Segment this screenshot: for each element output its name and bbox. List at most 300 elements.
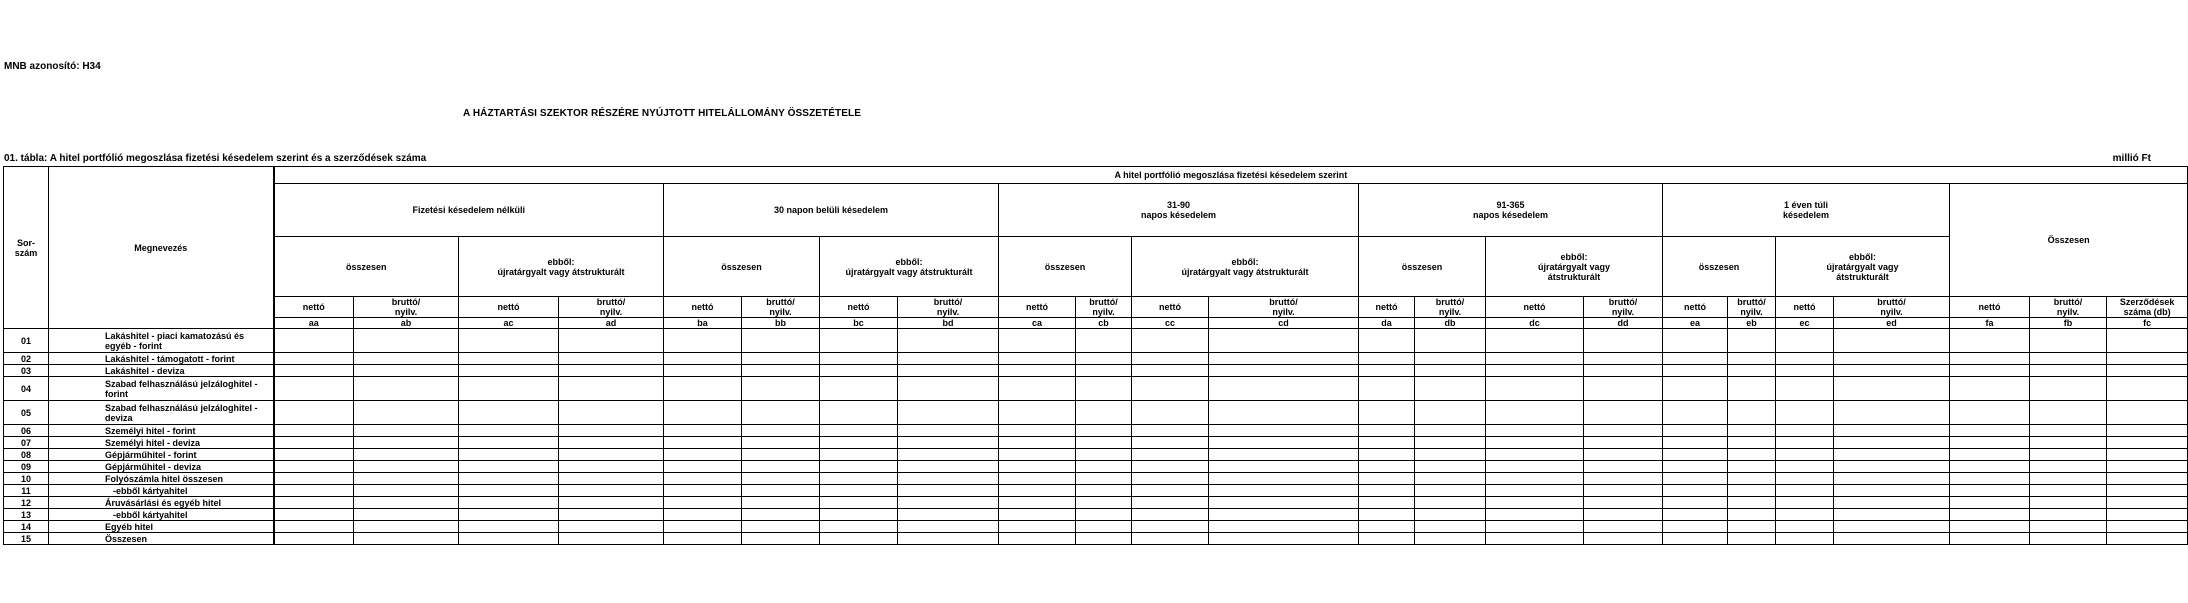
data-cell[interactable] [459, 461, 559, 473]
data-cell[interactable] [664, 485, 742, 497]
data-cell[interactable] [664, 497, 742, 509]
data-cell[interactable] [1132, 533, 1209, 545]
data-cell[interactable] [1076, 473, 1132, 485]
data-cell[interactable] [999, 365, 1076, 377]
data-cell[interactable] [1950, 533, 2030, 545]
data-cell[interactable] [999, 329, 1076, 353]
data-cell[interactable] [2107, 377, 2188, 401]
data-cell[interactable] [1776, 521, 1834, 533]
data-cell[interactable] [1834, 401, 1950, 425]
data-cell[interactable] [1728, 497, 1776, 509]
data-cell[interactable] [742, 401, 820, 425]
data-cell[interactable] [354, 437, 459, 449]
data-cell[interactable] [742, 485, 820, 497]
data-cell[interactable] [354, 329, 459, 353]
data-cell[interactable] [1663, 473, 1728, 485]
data-cell[interactable] [1415, 509, 1486, 521]
data-cell[interactable] [2030, 461, 2107, 473]
data-cell[interactable] [459, 473, 559, 485]
data-cell[interactable] [2107, 521, 2188, 533]
data-cell[interactable] [1728, 377, 1776, 401]
data-cell[interactable] [820, 437, 898, 449]
data-cell[interactable] [1486, 485, 1584, 497]
data-cell[interactable] [1776, 449, 1834, 461]
data-cell[interactable] [820, 497, 898, 509]
data-cell[interactable] [1834, 329, 1950, 353]
data-cell[interactable] [1486, 329, 1584, 353]
data-cell[interactable] [354, 461, 459, 473]
data-cell[interactable] [459, 377, 559, 401]
data-cell[interactable] [1359, 365, 1415, 377]
data-cell[interactable] [2030, 473, 2107, 485]
data-cell[interactable] [898, 497, 999, 509]
data-cell[interactable] [1584, 533, 1663, 545]
data-cell[interactable] [1415, 401, 1486, 425]
data-cell[interactable] [820, 509, 898, 521]
data-cell[interactable] [664, 365, 742, 377]
data-cell[interactable] [742, 497, 820, 509]
data-cell[interactable] [1834, 473, 1950, 485]
data-cell[interactable] [559, 365, 664, 377]
data-cell[interactable] [274, 509, 354, 521]
data-cell[interactable] [1132, 425, 1209, 437]
data-cell[interactable] [459, 533, 559, 545]
data-cell[interactable] [664, 509, 742, 521]
data-cell[interactable] [1415, 485, 1486, 497]
data-cell[interactable] [559, 437, 664, 449]
data-cell[interactable] [274, 521, 354, 533]
data-cell[interactable] [1584, 377, 1663, 401]
data-cell[interactable] [1834, 533, 1950, 545]
data-cell[interactable] [274, 437, 354, 449]
data-cell[interactable] [742, 365, 820, 377]
data-cell[interactable] [2030, 425, 2107, 437]
data-cell[interactable] [1728, 365, 1776, 377]
data-cell[interactable] [1663, 377, 1728, 401]
data-cell[interactable] [1415, 521, 1486, 533]
data-cell[interactable] [559, 449, 664, 461]
data-cell[interactable] [354, 533, 459, 545]
data-cell[interactable] [1359, 521, 1415, 533]
data-cell[interactable] [1950, 521, 2030, 533]
data-cell[interactable] [1663, 437, 1728, 449]
data-cell[interactable] [1950, 437, 2030, 449]
data-cell[interactable] [898, 425, 999, 437]
data-cell[interactable] [1950, 425, 2030, 437]
data-cell[interactable] [1728, 473, 1776, 485]
data-cell[interactable] [820, 377, 898, 401]
data-cell[interactable] [999, 449, 1076, 461]
data-cell[interactable] [459, 437, 559, 449]
data-cell[interactable] [664, 377, 742, 401]
data-cell[interactable] [1132, 461, 1209, 473]
data-cell[interactable] [820, 449, 898, 461]
data-cell[interactable] [1950, 473, 2030, 485]
data-cell[interactable] [1359, 449, 1415, 461]
data-cell[interactable] [999, 497, 1076, 509]
data-cell[interactable] [1132, 473, 1209, 485]
data-cell[interactable] [742, 425, 820, 437]
data-cell[interactable] [1359, 353, 1415, 365]
data-cell[interactable] [1415, 329, 1486, 353]
data-cell[interactable] [1834, 449, 1950, 461]
data-cell[interactable] [1728, 329, 1776, 353]
data-cell[interactable] [820, 329, 898, 353]
data-cell[interactable] [1728, 509, 1776, 521]
data-cell[interactable] [999, 509, 1076, 521]
data-cell[interactable] [459, 329, 559, 353]
data-cell[interactable] [1486, 533, 1584, 545]
data-cell[interactable] [664, 401, 742, 425]
data-cell[interactable] [459, 365, 559, 377]
data-cell[interactable] [1415, 425, 1486, 437]
data-cell[interactable] [1950, 509, 2030, 521]
data-cell[interactable] [354, 473, 459, 485]
data-cell[interactable] [354, 497, 459, 509]
data-cell[interactable] [999, 533, 1076, 545]
data-cell[interactable] [820, 365, 898, 377]
data-cell[interactable] [1776, 329, 1834, 353]
data-cell[interactable] [1209, 377, 1359, 401]
data-cell[interactable] [1834, 509, 1950, 521]
data-cell[interactable] [559, 485, 664, 497]
data-cell[interactable] [1359, 437, 1415, 449]
data-cell[interactable] [1776, 437, 1834, 449]
data-cell[interactable] [1415, 473, 1486, 485]
data-cell[interactable] [898, 473, 999, 485]
data-cell[interactable] [1209, 521, 1359, 533]
data-cell[interactable] [1209, 437, 1359, 449]
data-cell[interactable] [664, 521, 742, 533]
data-cell[interactable] [1584, 461, 1663, 473]
data-cell[interactable] [898, 401, 999, 425]
data-cell[interactable] [1132, 365, 1209, 377]
data-cell[interactable] [1950, 377, 2030, 401]
data-cell[interactable] [1076, 521, 1132, 533]
data-cell[interactable] [2107, 461, 2188, 473]
data-cell[interactable] [999, 377, 1076, 401]
data-cell[interactable] [1776, 533, 1834, 545]
data-cell[interactable] [1359, 401, 1415, 425]
data-cell[interactable] [999, 425, 1076, 437]
data-cell[interactable] [1728, 521, 1776, 533]
data-cell[interactable] [1663, 365, 1728, 377]
data-cell[interactable] [1415, 437, 1486, 449]
data-cell[interactable] [1132, 521, 1209, 533]
data-cell[interactable] [742, 449, 820, 461]
data-cell[interactable] [999, 437, 1076, 449]
data-cell[interactable] [1076, 497, 1132, 509]
data-cell[interactable] [1584, 473, 1663, 485]
data-cell[interactable] [459, 509, 559, 521]
data-cell[interactable] [664, 473, 742, 485]
data-cell[interactable] [2107, 485, 2188, 497]
data-cell[interactable] [1584, 329, 1663, 353]
data-cell[interactable] [2030, 497, 2107, 509]
data-cell[interactable] [1584, 425, 1663, 437]
data-cell[interactable] [1209, 425, 1359, 437]
data-cell[interactable] [1728, 533, 1776, 545]
data-cell[interactable] [2107, 473, 2188, 485]
data-cell[interactable] [2030, 329, 2107, 353]
data-cell[interactable] [459, 353, 559, 365]
data-cell[interactable] [2030, 485, 2107, 497]
data-cell[interactable] [1415, 353, 1486, 365]
data-cell[interactable] [999, 401, 1076, 425]
data-cell[interactable] [742, 437, 820, 449]
data-cell[interactable] [354, 449, 459, 461]
data-cell[interactable] [1132, 497, 1209, 509]
data-cell[interactable] [354, 401, 459, 425]
data-cell[interactable] [1776, 401, 1834, 425]
data-cell[interactable] [1663, 533, 1728, 545]
data-cell[interactable] [1584, 437, 1663, 449]
data-cell[interactable] [1415, 533, 1486, 545]
data-cell[interactable] [820, 461, 898, 473]
data-cell[interactable] [898, 329, 999, 353]
data-cell[interactable] [1359, 473, 1415, 485]
data-cell[interactable] [1076, 329, 1132, 353]
data-cell[interactable] [459, 449, 559, 461]
data-cell[interactable] [898, 377, 999, 401]
data-cell[interactable] [559, 533, 664, 545]
data-cell[interactable] [1076, 485, 1132, 497]
data-cell[interactable] [898, 461, 999, 473]
data-cell[interactable] [559, 425, 664, 437]
data-cell[interactable] [820, 485, 898, 497]
data-cell[interactable] [2107, 509, 2188, 521]
data-cell[interactable] [1776, 365, 1834, 377]
data-cell[interactable] [1486, 497, 1584, 509]
data-cell[interactable] [1415, 497, 1486, 509]
data-cell[interactable] [354, 365, 459, 377]
data-cell[interactable] [2030, 353, 2107, 365]
data-cell[interactable] [999, 353, 1076, 365]
data-cell[interactable] [1132, 509, 1209, 521]
data-cell[interactable] [999, 485, 1076, 497]
data-cell[interactable] [999, 521, 1076, 533]
data-cell[interactable] [1486, 425, 1584, 437]
data-cell[interactable] [274, 449, 354, 461]
data-cell[interactable] [1486, 473, 1584, 485]
data-cell[interactable] [999, 461, 1076, 473]
data-cell[interactable] [559, 461, 664, 473]
data-cell[interactable] [1486, 437, 1584, 449]
data-cell[interactable] [1834, 437, 1950, 449]
data-cell[interactable] [898, 437, 999, 449]
data-cell[interactable] [1728, 437, 1776, 449]
data-cell[interactable] [1486, 521, 1584, 533]
data-cell[interactable] [1584, 449, 1663, 461]
data-cell[interactable] [459, 497, 559, 509]
data-cell[interactable] [1076, 353, 1132, 365]
data-cell[interactable] [1834, 497, 1950, 509]
data-cell[interactable] [1209, 509, 1359, 521]
data-cell[interactable] [1950, 329, 2030, 353]
data-cell[interactable] [1359, 461, 1415, 473]
data-cell[interactable] [1132, 485, 1209, 497]
data-cell[interactable] [354, 485, 459, 497]
data-cell[interactable] [898, 533, 999, 545]
data-cell[interactable] [820, 521, 898, 533]
data-cell[interactable] [1663, 509, 1728, 521]
data-cell[interactable] [1776, 461, 1834, 473]
data-cell[interactable] [1209, 461, 1359, 473]
data-cell[interactable] [1584, 365, 1663, 377]
data-cell[interactable] [820, 533, 898, 545]
data-cell[interactable] [1663, 485, 1728, 497]
data-cell[interactable] [274, 329, 354, 353]
data-cell[interactable] [1076, 377, 1132, 401]
data-cell[interactable] [1663, 497, 1728, 509]
data-cell[interactable] [664, 461, 742, 473]
data-cell[interactable] [274, 353, 354, 365]
data-cell[interactable] [1834, 365, 1950, 377]
data-cell[interactable] [2030, 533, 2107, 545]
data-cell[interactable] [2030, 377, 2107, 401]
data-cell[interactable] [1415, 377, 1486, 401]
data-cell[interactable] [1076, 449, 1132, 461]
data-cell[interactable] [559, 497, 664, 509]
data-cell[interactable] [1076, 461, 1132, 473]
data-cell[interactable] [1359, 377, 1415, 401]
data-cell[interactable] [742, 473, 820, 485]
data-cell[interactable] [1728, 461, 1776, 473]
data-cell[interactable] [1209, 365, 1359, 377]
data-cell[interactable] [2107, 533, 2188, 545]
data-cell[interactable] [1486, 377, 1584, 401]
data-cell[interactable] [2107, 449, 2188, 461]
data-cell[interactable] [2030, 365, 2107, 377]
data-cell[interactable] [1132, 329, 1209, 353]
data-cell[interactable] [1834, 521, 1950, 533]
data-cell[interactable] [559, 377, 664, 401]
data-cell[interactable] [1076, 437, 1132, 449]
data-cell[interactable] [354, 509, 459, 521]
data-cell[interactable] [742, 461, 820, 473]
data-cell[interactable] [274, 473, 354, 485]
data-cell[interactable] [1834, 461, 1950, 473]
data-cell[interactable] [1076, 365, 1132, 377]
data-cell[interactable] [274, 485, 354, 497]
data-cell[interactable] [1359, 533, 1415, 545]
data-cell[interactable] [820, 473, 898, 485]
data-cell[interactable] [2030, 437, 2107, 449]
data-cell[interactable] [1584, 485, 1663, 497]
data-cell[interactable] [1132, 401, 1209, 425]
data-cell[interactable] [1415, 461, 1486, 473]
data-cell[interactable] [1209, 497, 1359, 509]
data-cell[interactable] [1415, 449, 1486, 461]
data-cell[interactable] [559, 509, 664, 521]
data-cell[interactable] [1950, 353, 2030, 365]
data-cell[interactable] [2107, 425, 2188, 437]
data-cell[interactable] [664, 449, 742, 461]
data-cell[interactable] [2030, 509, 2107, 521]
data-cell[interactable] [1776, 509, 1834, 521]
data-cell[interactable] [559, 401, 664, 425]
data-cell[interactable] [1776, 377, 1834, 401]
data-cell[interactable] [274, 365, 354, 377]
data-cell[interactable] [1663, 425, 1728, 437]
data-cell[interactable] [1209, 485, 1359, 497]
data-cell[interactable] [820, 401, 898, 425]
data-cell[interactable] [742, 353, 820, 365]
data-cell[interactable] [1950, 449, 2030, 461]
data-cell[interactable] [1728, 449, 1776, 461]
data-cell[interactable] [274, 401, 354, 425]
data-cell[interactable] [1950, 461, 2030, 473]
data-cell[interactable] [1584, 497, 1663, 509]
data-cell[interactable] [1132, 437, 1209, 449]
data-cell[interactable] [2107, 437, 2188, 449]
data-cell[interactable] [1415, 365, 1486, 377]
data-cell[interactable] [820, 425, 898, 437]
data-cell[interactable] [1132, 449, 1209, 461]
data-cell[interactable] [1486, 509, 1584, 521]
data-cell[interactable] [898, 365, 999, 377]
data-cell[interactable] [1076, 533, 1132, 545]
data-cell[interactable] [1950, 365, 2030, 377]
data-cell[interactable] [2030, 401, 2107, 425]
data-cell[interactable] [354, 521, 459, 533]
data-cell[interactable] [1486, 401, 1584, 425]
data-cell[interactable] [742, 329, 820, 353]
data-cell[interactable] [274, 497, 354, 509]
data-cell[interactable] [1076, 401, 1132, 425]
data-cell[interactable] [559, 473, 664, 485]
data-cell[interactable] [664, 353, 742, 365]
data-cell[interactable] [664, 329, 742, 353]
data-cell[interactable] [2107, 353, 2188, 365]
data-cell[interactable] [1076, 425, 1132, 437]
data-cell[interactable] [1663, 353, 1728, 365]
data-cell[interactable] [354, 377, 459, 401]
data-cell[interactable] [1076, 509, 1132, 521]
data-cell[interactable] [664, 437, 742, 449]
data-cell[interactable] [2107, 497, 2188, 509]
data-cell[interactable] [1486, 449, 1584, 461]
data-cell[interactable] [1209, 401, 1359, 425]
data-cell[interactable] [1486, 365, 1584, 377]
data-cell[interactable] [354, 353, 459, 365]
data-cell[interactable] [1728, 425, 1776, 437]
data-cell[interactable] [2107, 365, 2188, 377]
data-cell[interactable] [1663, 449, 1728, 461]
data-cell[interactable] [274, 377, 354, 401]
data-cell[interactable] [2107, 329, 2188, 353]
data-cell[interactable] [1209, 449, 1359, 461]
data-cell[interactable] [1584, 353, 1663, 365]
data-cell[interactable] [274, 425, 354, 437]
data-cell[interactable] [898, 521, 999, 533]
data-cell[interactable] [559, 521, 664, 533]
data-cell[interactable] [459, 401, 559, 425]
data-cell[interactable] [1209, 473, 1359, 485]
data-cell[interactable] [1834, 377, 1950, 401]
data-cell[interactable] [898, 353, 999, 365]
data-cell[interactable] [1209, 353, 1359, 365]
data-cell[interactable] [999, 473, 1076, 485]
data-cell[interactable] [898, 449, 999, 461]
data-cell[interactable] [274, 533, 354, 545]
data-cell[interactable] [1950, 485, 2030, 497]
data-cell[interactable] [2107, 401, 2188, 425]
data-cell[interactable] [1834, 425, 1950, 437]
data-cell[interactable] [1209, 533, 1359, 545]
data-cell[interactable] [274, 461, 354, 473]
data-cell[interactable] [1132, 377, 1209, 401]
